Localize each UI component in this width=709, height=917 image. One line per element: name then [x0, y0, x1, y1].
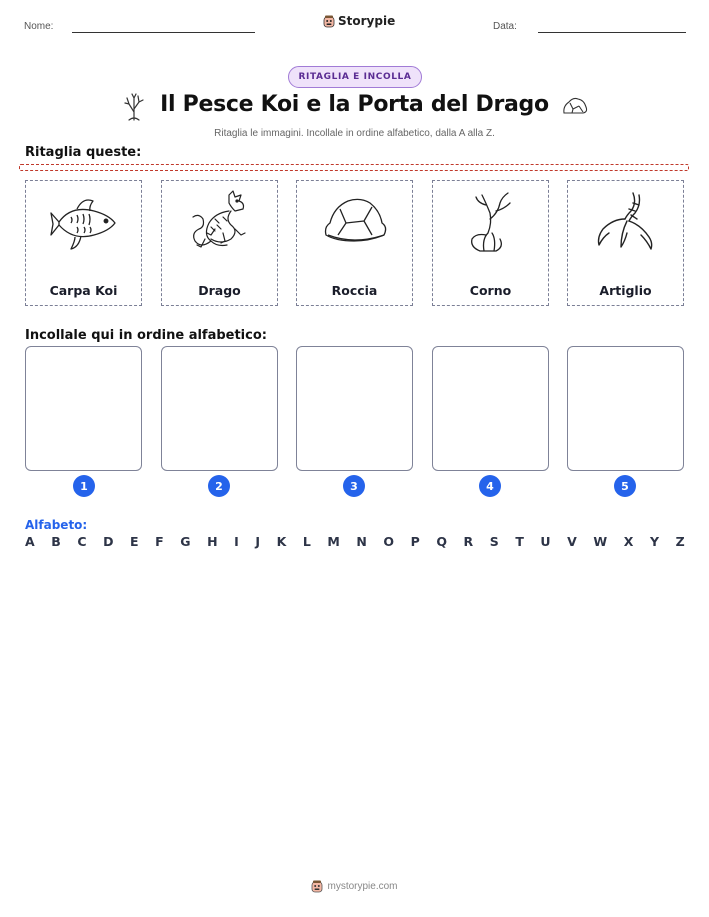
- alphabet-letter: A: [25, 534, 35, 549]
- alphabet-letter: O: [383, 534, 395, 549]
- alphabet-letter: W: [593, 534, 608, 549]
- alphabet-letter: U: [540, 534, 551, 549]
- brand-logo: [323, 14, 395, 28]
- alphabet-letter: C: [77, 534, 87, 549]
- alphabet-letter: Y: [649, 534, 659, 549]
- card-label: Roccia: [331, 283, 378, 298]
- alphabet-row: [25, 534, 685, 549]
- alphabet-letter: G: [180, 534, 191, 549]
- paste-number-badge: 5: [614, 475, 636, 497]
- card-label: Carpa Koi: [49, 283, 118, 298]
- alphabet-letter: P: [410, 534, 420, 549]
- alphabet-letter: B: [51, 534, 61, 549]
- storypie-mascot-icon: [323, 15, 335, 28]
- rock-pile-icon: [561, 94, 589, 116]
- cut-section-title: Ritaglia queste:: [25, 145, 142, 160]
- paste-section-title: Incollale qui in ordine alfabetico:: [25, 328, 267, 343]
- paste-number-badge: 3: [343, 475, 365, 497]
- paste-box-2[interactable]: [161, 346, 278, 471]
- instructions: Ritaglia le immagini. Incollale in ordine alfabetico, dalla A alla Z.: [214, 128, 495, 139]
- alphabet-letter: D: [103, 534, 114, 549]
- date-label: Data:: [493, 21, 517, 32]
- koi-fish-icon: [49, 189, 119, 259]
- alphabet-letter: R: [463, 534, 474, 549]
- cut-card-koi[interactable]: [25, 180, 142, 306]
- date-line[interactable]: [538, 32, 686, 33]
- footer-site[interactable]: mystorypie.com: [327, 881, 398, 892]
- alphabet-letter: Q: [436, 534, 447, 549]
- alphabet-letter: N: [356, 534, 367, 549]
- alphabet-letter: F: [155, 534, 164, 549]
- alphabet-letter: K: [276, 534, 287, 549]
- alphabet-letter: H: [207, 534, 218, 549]
- dragon-icon: [185, 189, 255, 259]
- activity-badge: RITAGLIA E INCOLLA: [288, 66, 422, 88]
- alphabet-letter: V: [567, 534, 577, 549]
- alphabet-letter: X: [623, 534, 634, 549]
- coral-icon: [121, 92, 147, 122]
- alphabet-letter: E: [130, 534, 139, 549]
- paste-box-4[interactable]: [432, 346, 549, 471]
- storypie-mascot-icon: [311, 880, 323, 893]
- alphabet-letter: S: [489, 534, 499, 549]
- cut-card-drago[interactable]: [161, 180, 278, 306]
- alphabet-letter: J: [255, 534, 260, 549]
- brand-name: Storypie: [338, 14, 396, 28]
- paste-number-badge: 2: [208, 475, 230, 497]
- alphabet-letter: L: [302, 534, 311, 549]
- name-line[interactable]: [72, 32, 255, 33]
- rock-icon: [320, 189, 390, 259]
- antler-icon: [456, 189, 526, 259]
- cut-card-roccia[interactable]: [296, 180, 413, 306]
- cut-card-artiglio[interactable]: [567, 180, 684, 306]
- alphabet-letter: Z: [675, 534, 685, 549]
- paste-number-badge: 1: [73, 475, 95, 497]
- card-label: Drago: [198, 283, 241, 298]
- card-label: Artiglio: [599, 283, 652, 298]
- name-label: Nome:: [24, 21, 54, 32]
- cut-line: [19, 164, 689, 171]
- page-title: Il Pesce Koi e la Porta del Drago: [160, 92, 549, 117]
- claw-icon: [591, 189, 661, 259]
- alphabet-title: Alfabeto:: [25, 518, 88, 532]
- cut-card-corno[interactable]: [432, 180, 549, 306]
- alphabet-letter: T: [515, 534, 524, 549]
- paste-box-5[interactable]: [567, 346, 684, 471]
- alphabet-letter: I: [234, 534, 239, 549]
- footer: [0, 880, 709, 893]
- paste-number-badge: 4: [479, 475, 501, 497]
- paste-box-1[interactable]: [25, 346, 142, 471]
- card-label: Corno: [469, 283, 512, 298]
- alphabet-letter: M: [327, 534, 340, 549]
- paste-box-3[interactable]: [296, 346, 413, 471]
